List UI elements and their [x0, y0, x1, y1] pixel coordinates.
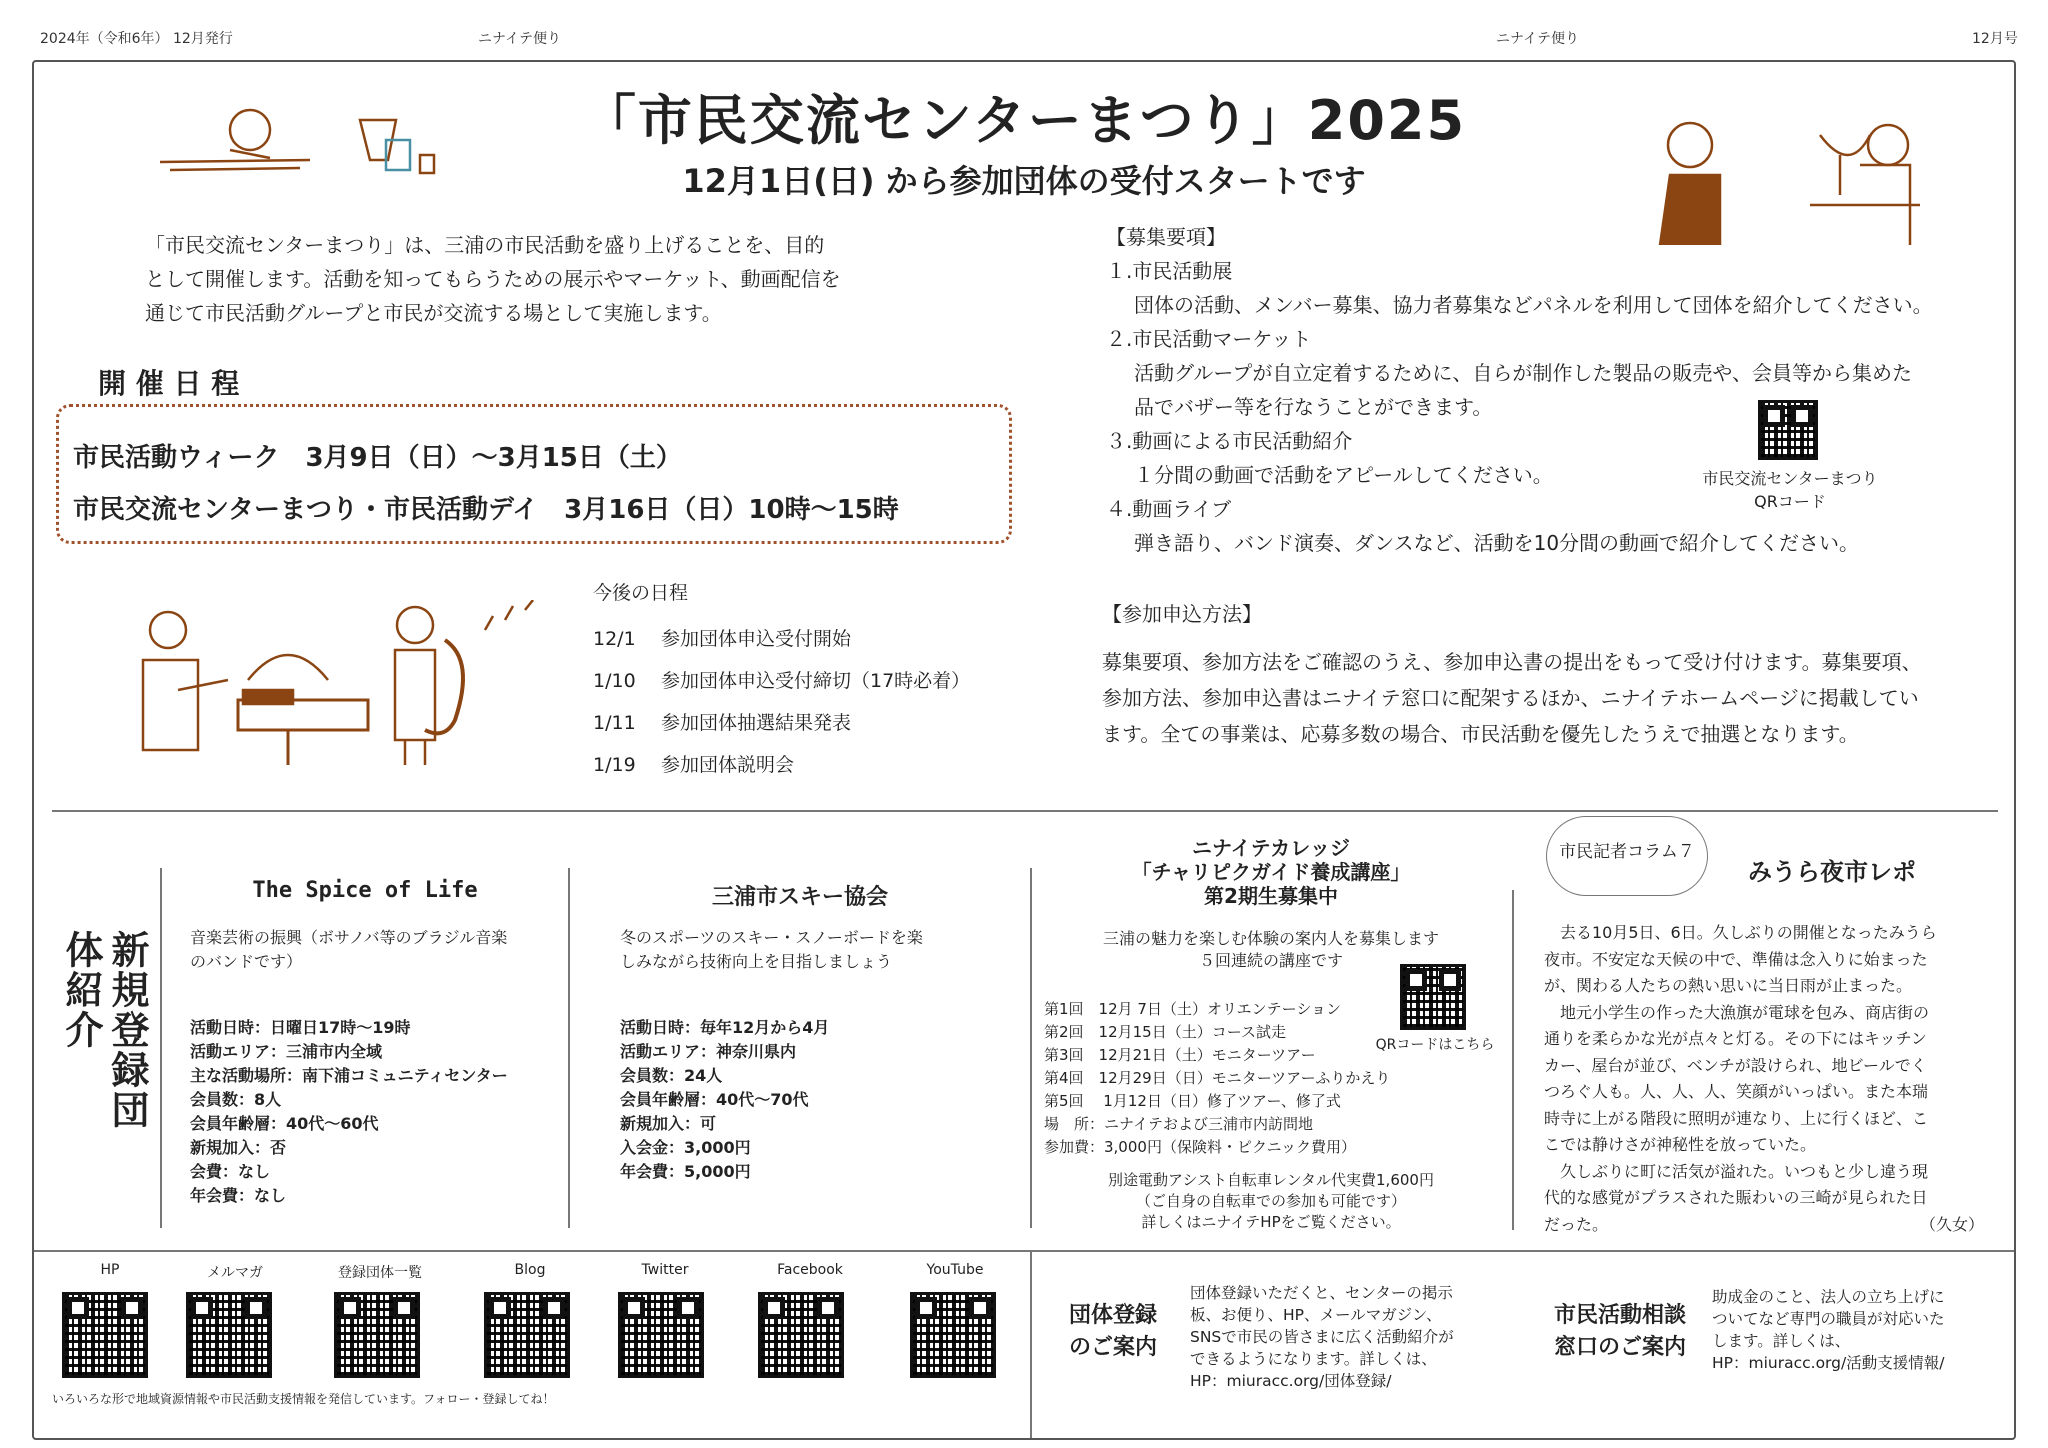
festival-qr-code[interactable]: [1758, 400, 1818, 460]
schedule-row-day: 市民交流センターまつり・市民活動デイ 3月16日（日）10時～15時: [73, 495, 899, 525]
link-label-mailmag: メルマガ: [207, 1265, 263, 1281]
recruit-item-4: ４.動画ライブ 弾き語り、バンド演奏、ダンスなど、活動を10分間の動画で紹介してください。: [1106, 497, 1860, 555]
upcoming-item: 1/10 参加団体申込受付締切（17時必着）: [593, 670, 971, 692]
upcoming-heading: 今後の日程: [593, 582, 689, 604]
college-qr-label: QRコードはこちら: [1375, 1037, 1495, 1053]
college-notes: 別途電動アシスト自転車レンタル代実費1,600円 （ご自身の自転車での参加も可能です） 詳しくはニナイテHPをご覧ください。: [1108, 1171, 1434, 1231]
recruit-item-1: １.市民活動展 団体の活動、メンバー募集、協力者募集などパネルを利用して団体を紹介してください。: [1106, 259, 1933, 317]
hp-qr-code[interactable]: [62, 1292, 148, 1378]
newsletter-name: ニナイテ便り: [478, 31, 562, 47]
footer-divider: [34, 1250, 2014, 1252]
college-title: ニナイテカレッジ 「チャリピクガイド養成講座」 第2期生募集中: [1131, 836, 1411, 908]
groups-qr-code[interactable]: [334, 1292, 420, 1378]
column-divider: [1030, 868, 1032, 1228]
issue-date: 2024年（令和6年） 12月発行: [40, 31, 233, 47]
column-divider: [1512, 890, 1514, 1230]
link-label-groups: 登録団体一覧: [338, 1265, 422, 1281]
upcoming-list: [593, 618, 970, 786]
column-badge: 市民記者コラム７: [1546, 816, 1708, 896]
college-intro: 三浦の魅力を楽しむ体験の案内人を募集します ５回連続の講座です: [1102, 929, 1439, 970]
column-divider: [568, 868, 570, 1228]
saxophone-player-illustration: [385, 600, 555, 770]
column-divider: [160, 868, 162, 1228]
mailmag-qr-code[interactable]: [186, 1292, 272, 1378]
youtube-qr-code[interactable]: [910, 1292, 996, 1378]
reading-person-illustration: [150, 100, 450, 180]
spice-title: The Spice of Life: [252, 878, 478, 903]
footer-note: いろいろな形で地域資源情報や市民活動支援情報を発信しています。フォロー・登録してね！: [52, 1392, 555, 1406]
apply-heading: 【参加申込方法】: [1102, 602, 1262, 626]
newsletter-name-right: ニナイテ便り: [1496, 31, 1580, 47]
new-groups-label: 新規登録団体紹介: [59, 930, 149, 1130]
link-label-facebook: Facebook: [777, 1262, 843, 1278]
consult-title: 市民活動相談 窓口のご案内: [1553, 1303, 1686, 1360]
twitter-qr-code[interactable]: [618, 1292, 704, 1378]
spice-details: 活動日時：日曜日17時～19時 活動エリア：三浦市内全域 主な活動場所：南下浦コミュニティセンター 会員数：8人 会員年齢層：40代～60代 新規加入：否 会費：なし 年会費：なし: [190, 1018, 508, 1205]
apply-section: 【参加申込方法】 募集要項、参加方法をご確認のうえ、参加申込書の提出をもって受け付けます。募集要項、 参加方法、参加申込書はニナイテ窓口に配架するほか、ニナイテホームページに掲載してい ます。全ての事業は、応募多数の場合、市民活動を優先したうえで抽選となります。: [1102, 596, 2022, 752]
ski-details: 活動日時：毎年12月から4月 活動エリア：神奈川県内 会員数：24人 会員年齢層：40代～70代 新規加入：可 入会金：3,000円 年会費：5,000円: [620, 1018, 830, 1181]
facebook-qr-code[interactable]: [758, 1292, 844, 1378]
upcoming-item: 1/19 参加団体説明会: [593, 754, 795, 776]
ski-title: 三浦市スキー協会: [711, 885, 888, 910]
upcoming-item: 12/1 参加団体申込受付開始: [593, 628, 852, 650]
college-sessions: 第1回 12月 7日（土）オリエンテーション 第2回 12月15日（土）コース試走 第3回 12月21日（土）モニターツアー 第4回 12月29日（日）モニターツアーふりかえり 第5回 1月12日（日）修了ツアー、修了式 場 所：ニナイテおよび三浦市内訪問地 参加費：3,000円（保険料・ピクニック費用）: [1044, 1000, 1391, 1156]
footer-column-divider: [1030, 1252, 1032, 1438]
intro-line: 「市民交流センターまつり」は、三浦の市民活動を盛り上げることを、目的: [145, 233, 825, 257]
link-label-hp: HP: [100, 1262, 120, 1278]
upcoming-item: 1/11 参加団体抽選結果発表: [593, 712, 852, 734]
issue-month: 12月号: [1972, 31, 2018, 47]
link-label-twitter: Twitter: [641, 1262, 689, 1278]
registration-title: 団体登録 のご案内: [1068, 1303, 1157, 1360]
link-label-youtube: YouTube: [926, 1262, 984, 1278]
ski-desc: 冬のスポーツのスキー・スノーボードを楽 しみながら技術向上を目指しましょう: [620, 928, 923, 971]
column-body: 去る10月5日、6日。久しぶりの開催となったみうら 夜市。不安定な天候の中で、準備は念入りに始まった が、関わる人たちの熱い思いに当日雨が止まった。 地元小学生の作った大漁旗が電球を包み、商店街の 通りを柔らかな光が点々と灯る。その下にはキッチン カー、屋台が並び、ベンチが設けられ、地ビールでく つろぐ人も。人、人、人、笑顔がいっぱい。また本瑞 時寺に上がる階段に照明が連なり、上に行くほど、こ こでは静けさが神秘性を放っていた。 久しぶりに町に活気が溢れた。いつもと少し違う現 代的な感覚がプラスされた賑わいの三崎が見られた日 だった。 （久女）: [1544, 920, 2004, 1238]
blog-qr-code[interactable]: [484, 1292, 570, 1378]
intro-paragraph: [145, 228, 1015, 330]
link-label-blog: Blog: [514, 1262, 546, 1278]
schedule-box: [56, 404, 1012, 544]
festival-qr-label: 市民交流センターまつり QRコード: [1702, 469, 1878, 511]
consult-text: 助成金のこと、法人の立ち上げに ついてなど専門の職員が対応いた します。詳しくは、 HP：miuracc.org/活動支援情報/: [1712, 1288, 1945, 1372]
recruit-item-3: ３.動画による市民活動紹介 １分間の動画で活動をアピールしてください。: [1106, 429, 1553, 487]
page-title: 「市民交流センターまつり」2025: [581, 89, 1467, 152]
section-divider: [52, 810, 1998, 812]
column-author: （久女）: [1919, 1214, 1984, 1234]
intro-line: として開催します。活動を知ってもらうための展示やマーケット、動画配信を: [145, 267, 841, 291]
registration-text: 団体登録いただくと、センターの掲示 板、お便り、HP、メールマガジン、 SNSで市民の皆さまに広く活動紹介が できるようになります。詳しくは、 HP：miuracc.org/団体登録/: [1190, 1284, 1454, 1390]
intro-line: 通じて市民活動グループと市民が交流する場として実施します。: [145, 301, 722, 325]
recruit-item-2: ２.市民活動マーケット 活動グループが自立定着するために、自らが制作した製品の販売や、会員等から集めた 品でバザー等を行なうことができます。: [1106, 327, 1912, 419]
spice-desc: 音楽芸術の振興（ボサノバ等のブラジル音楽 のバンドです）: [190, 928, 508, 971]
schedule-heading: 開 催 日 程: [98, 367, 240, 400]
schedule-row-week: 市民活動ウィーク 3月9日（日）～3月15日（土）: [73, 443, 682, 473]
recruit-heading: 【募集要項】: [1106, 225, 1226, 249]
page-subtitle: 12月1日(日) から参加団体の受付スタートです: [682, 162, 1366, 200]
column-title: みうら夜市レポ: [1748, 858, 1916, 886]
